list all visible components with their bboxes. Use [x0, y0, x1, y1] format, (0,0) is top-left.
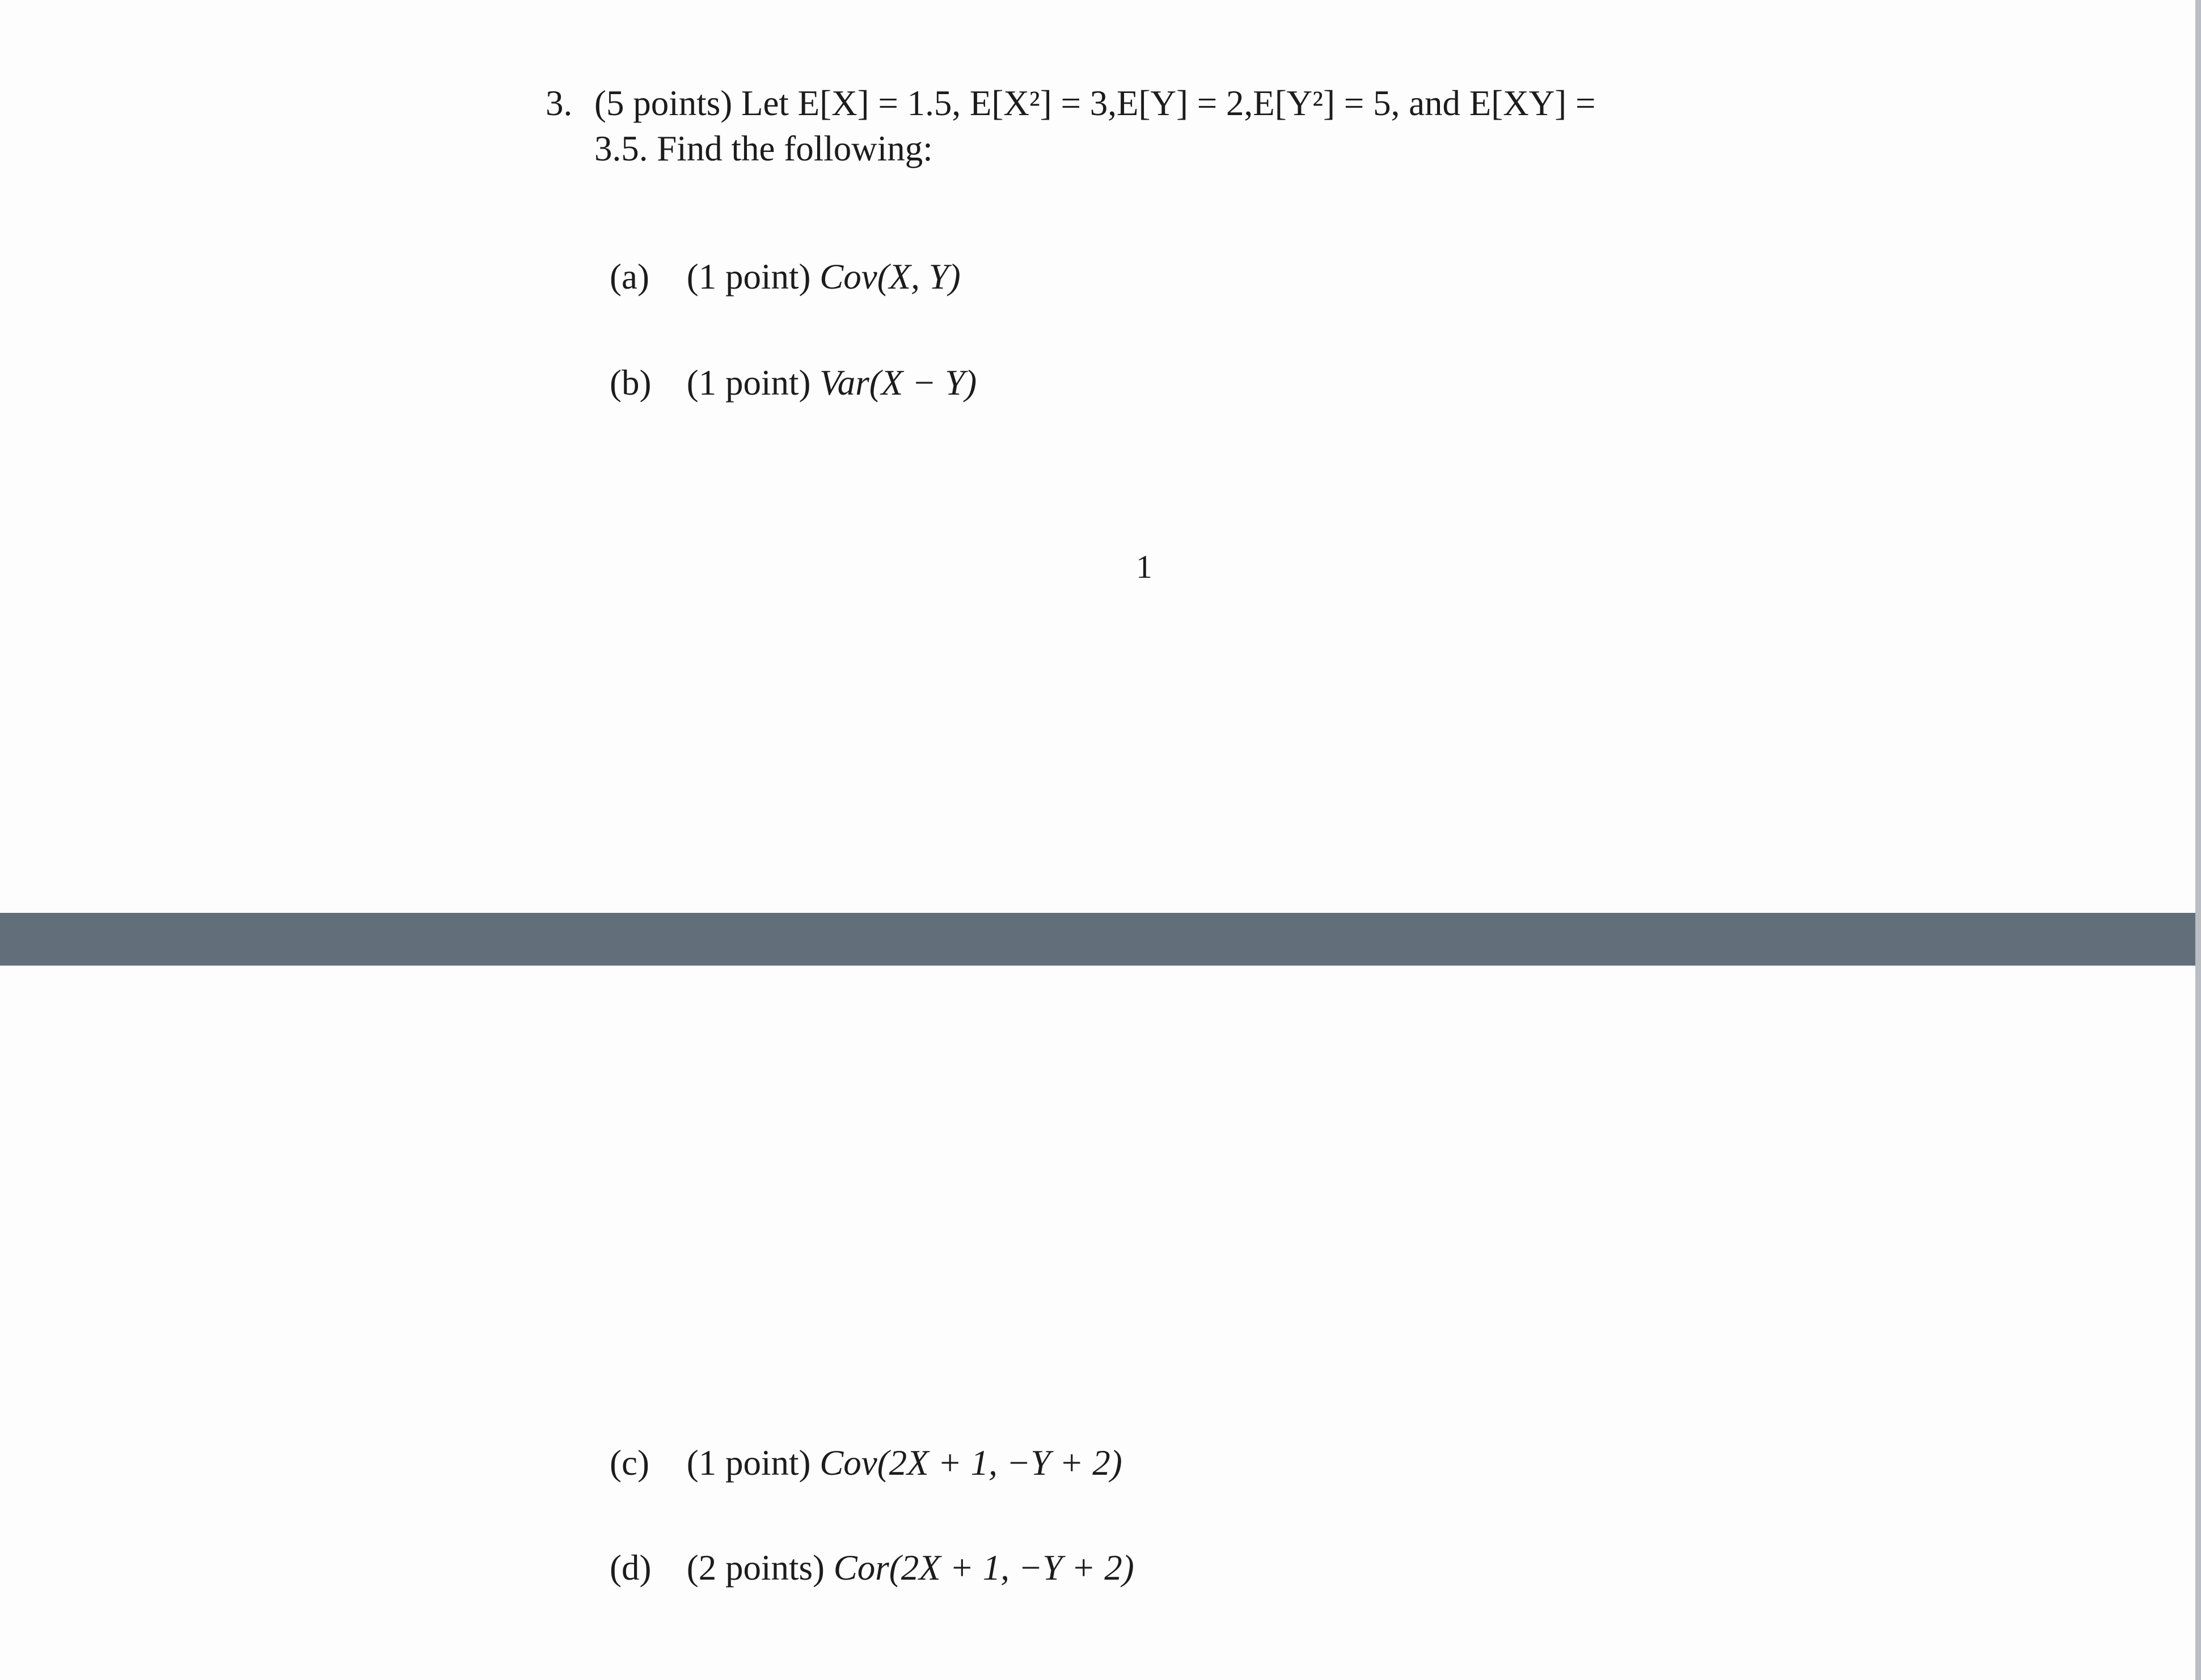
- part-b-points: (1 point): [686, 363, 811, 403]
- part-a-points: (1 point): [686, 257, 811, 297]
- page-separator: [0, 913, 2195, 966]
- part-d: [610, 1545, 1134, 1590]
- question-number: 3.: [546, 83, 573, 123]
- part-d-label: (d): [610, 1548, 652, 1588]
- page-number: 1: [1136, 548, 1152, 585]
- part-c-expression: Cov(2X + 1, −Y + 2): [819, 1443, 1122, 1483]
- part-d-expression: Cor(2X + 1, −Y + 2): [833, 1548, 1134, 1588]
- part-c-points: (1 point): [686, 1443, 811, 1483]
- question-text-line-1: (5 points) Let E[X] = 1.5, E[X²] = 3,E[Y] = 2,E[Y²] = 5, and E[XY] =: [594, 83, 1596, 123]
- question-text-line-2: 3.5. Find the following:: [594, 129, 933, 168]
- part-c-label: (c): [610, 1443, 649, 1483]
- part-b-label: (b): [610, 363, 652, 403]
- part-c: [610, 1440, 1122, 1486]
- document-page-lower: [0, 966, 2195, 1680]
- part-b: [610, 360, 977, 405]
- part-a: [610, 254, 961, 299]
- part-a-expression: Cov(X, Y): [819, 257, 961, 297]
- part-b-expression: Var(X − Y): [819, 363, 977, 403]
- viewer-right-edge: [2195, 0, 2201, 1680]
- part-d-points: (2 points): [686, 1548, 825, 1588]
- part-a-label: (a): [610, 257, 649, 297]
